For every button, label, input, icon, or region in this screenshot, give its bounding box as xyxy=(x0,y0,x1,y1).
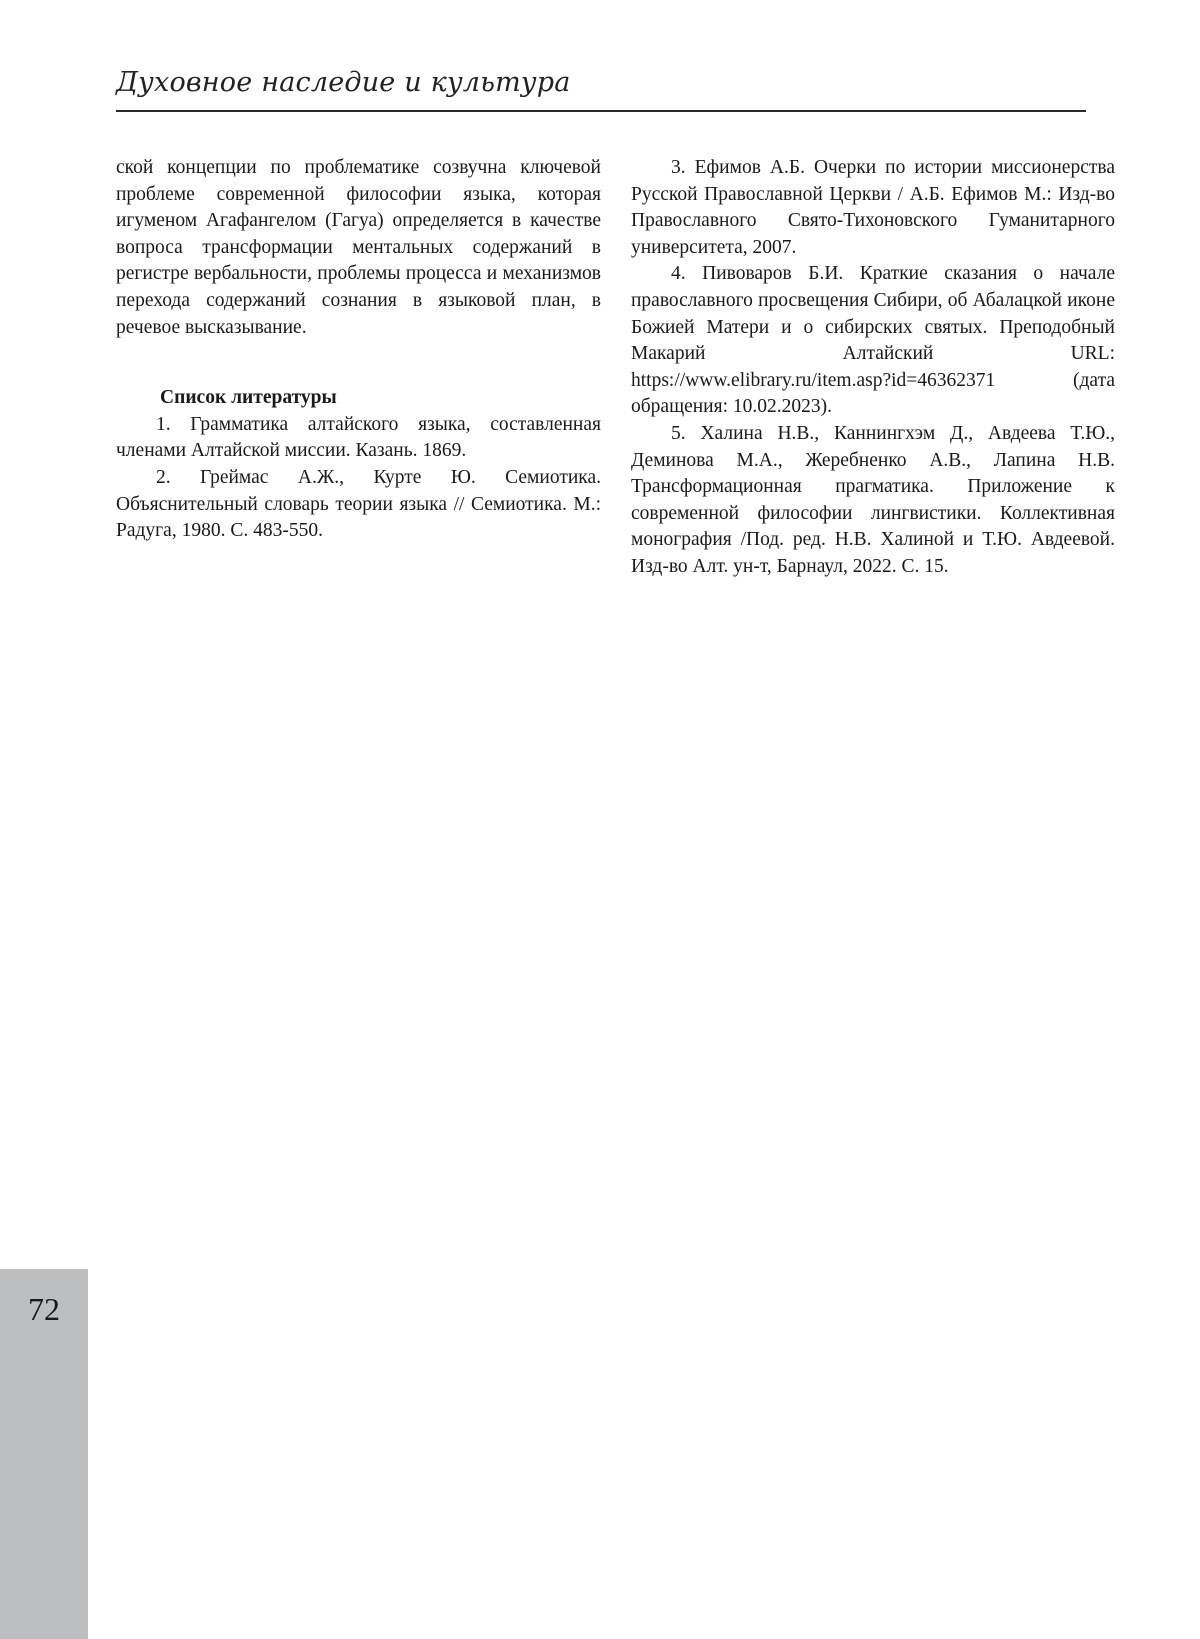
body-paragraph: ской концепции по проблематике созвучна ключевой проблеме современной философии языка, которая игуменом Агафангелом (Гагуа) определяется в качестве вопроса трансформации ментальных содержаний в регистре вербальности, проблемы процесса и механизмов перехода содержаний сознания в языковой план, в речевое высказывание. xyxy=(116,157,601,338)
running-header-title: Духовное наследие и культура xyxy=(116,67,571,98)
reference-item-2: 2. Греймас А.Ж., Курте Ю. Семиотика. Объяснительный словарь теории языка // Семиотика. М.: Радуга, 1980. С. 483-550. xyxy=(116,466,601,542)
running-header xyxy=(116,66,1086,100)
header-rule xyxy=(116,110,1086,112)
left-column xyxy=(116,155,601,545)
right-column xyxy=(631,155,1115,581)
reference-item-3: 3. Ефимов А.Б. Очерки по истории миссионерства Русской Православной Церкви / А.Б. Ефимов М.: Изд-во Православного Свято-Тихоновского Гуманитарного университета, 2007. xyxy=(631,157,1115,258)
reference-item-5: 5. Халина Н.В., Каннингхэм Д., Авдеева Т.Ю., Деминова М.А., Жеребненко А.В., Лапина Н.В. Трансформационная прагматика. Приложение к современной философии лингвистики. Коллективная монография /Под. ред. Н.В. Халиной и Т.Ю. Авдеевой. Изд-во Алт. ун-т, Барнаул, 2022. С. 15. xyxy=(631,422,1115,577)
reference-item-1: 1. Грамматика алтайского языка, составленная членами Алтайской миссии. Казань. 1869. xyxy=(116,413,601,462)
page-number: 72 xyxy=(28,1291,60,1327)
reference-item-4: 4. Пивоваров Б.И. Краткие сказания о начале православного просвещения Сибири, об Абалацкой иконе Божией Матери и о сибирских святых. Преподобный Макарий Алтайский URL: https://www.elibrary.ru/item.asp?id=46362371 (дата обращения: 10.02.2023). xyxy=(631,263,1115,418)
references-title: Список литературы xyxy=(160,387,337,409)
page-number-tab xyxy=(0,1269,88,1639)
